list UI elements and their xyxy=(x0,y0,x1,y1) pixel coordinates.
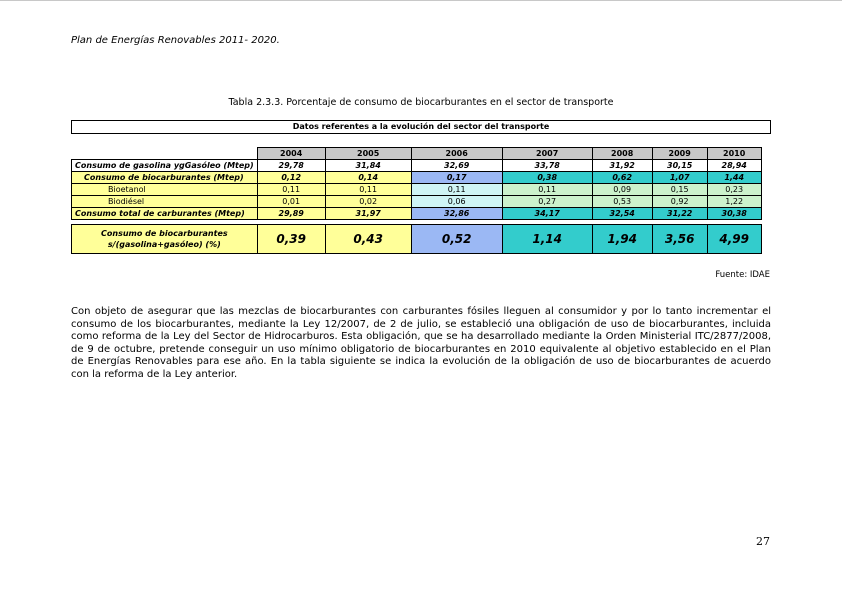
table-cell: 31,92 xyxy=(592,160,652,172)
summary-label-line2: s/(gasolina+gasóleo) (%) xyxy=(107,240,221,249)
table-cell: 32,54 xyxy=(592,208,652,220)
table-cell: 0,11 xyxy=(502,184,592,196)
table-cell: 0,11 xyxy=(325,184,411,196)
row-label: Consumo de gasolina ygGasóleo (Mtep) xyxy=(72,160,258,172)
table-cell: 31,22 xyxy=(652,208,707,220)
year-header: 2004 xyxy=(257,148,325,160)
year-header: 2010 xyxy=(707,148,761,160)
year-header: 2007 xyxy=(502,148,592,160)
table-cell: 1,07 xyxy=(652,172,707,184)
table-cell: 0,01 xyxy=(257,196,325,208)
table-cell: 28,94 xyxy=(707,160,761,172)
table-cell: 29,78 xyxy=(257,160,325,172)
table-title-box: Datos referentes a la evolución del sector del transporte xyxy=(71,120,771,134)
table-cell: 32,69 xyxy=(411,160,502,172)
table-header-row xyxy=(72,148,762,160)
table-cell: 31,97 xyxy=(325,208,411,220)
table-cell: 32,86 xyxy=(411,208,502,220)
header-corner xyxy=(72,148,258,160)
table-cell: 1,44 xyxy=(707,172,761,184)
summary-label xyxy=(72,225,258,254)
table-cell: 34,17 xyxy=(502,208,592,220)
summary-cell: 3,56 xyxy=(652,225,707,254)
summary-cell: 0,39 xyxy=(257,225,325,254)
top-border-line xyxy=(0,0,842,1)
table-cell: 0,38 xyxy=(502,172,592,184)
summary-cell: 4,99 xyxy=(707,225,761,254)
summary-cell: 0,43 xyxy=(325,225,411,254)
summary-cell: 0,52 xyxy=(411,225,502,254)
table-cell: 33,78 xyxy=(502,160,592,172)
summary-label-line1: Consumo de biocarburantes xyxy=(101,229,228,238)
year-header: 2008 xyxy=(592,148,652,160)
document-header: Plan de Energías Renovables 2011- 2020. xyxy=(71,35,280,46)
summary-cell: 1,94 xyxy=(592,225,652,254)
table-cell: 0,15 xyxy=(652,184,707,196)
table-cell: 0,92 xyxy=(652,196,707,208)
table-cell: 0,27 xyxy=(502,196,592,208)
table-row xyxy=(72,184,762,196)
table-row xyxy=(72,196,762,208)
table-cell: 31,84 xyxy=(325,160,411,172)
table-cell: 0,02 xyxy=(325,196,411,208)
table-row xyxy=(72,172,762,184)
table-caption: Tabla 2.3.3. Porcentaje de consumo de biocarburantes en el sector de transporte xyxy=(228,97,614,108)
row-label: Bioetanol xyxy=(72,184,258,196)
table-cell: 0,09 xyxy=(592,184,652,196)
table-cell: 0,62 xyxy=(592,172,652,184)
table-cell: 0,17 xyxy=(411,172,502,184)
row-label: Biodiésel xyxy=(72,196,258,208)
row-label: Consumo de biocarburantes (Mtep) xyxy=(72,172,258,184)
summary-row xyxy=(72,225,762,254)
page-number: 27 xyxy=(756,535,770,548)
table-cell: 0,12 xyxy=(257,172,325,184)
table-cell: 29,89 xyxy=(257,208,325,220)
year-header: 2006 xyxy=(411,148,502,160)
table-cell: 0,53 xyxy=(592,196,652,208)
table-cell: 30,38 xyxy=(707,208,761,220)
table-cell: 1,22 xyxy=(707,196,761,208)
table-cell: 0,11 xyxy=(411,184,502,196)
table-row xyxy=(72,208,762,220)
table-cell: 0,06 xyxy=(411,196,502,208)
year-header: 2005 xyxy=(325,148,411,160)
body-paragraph: Con objeto de asegurar que las mezclas de biocarburantes con carburantes fósiles lleguen al consumidor y por lo tanto incrementar el consumo de los biocarburantes, mediante la Ley 12/2007, de 2 de julio, se estableció una obligación de uso de biocarburantes, incluida como reforma de la Ley del Sector de Hidrocarburos. Esta obligación, que se ha desarrollado mediante la Orden Ministerial ITC/2877/2008, de 9 de octubre, pretende conseguir un uso mínimo obligatorio de biocarburantes en 2010 equivalente al objetivo establecido en el Plan de Energías Renovables para ese año. En la tabla siguiente se indica la evolución de la obligación de uso de biocarburantes de acuerdo con la reforma de la Ley anterior. xyxy=(71,306,771,380)
table-cell: 30,15 xyxy=(652,160,707,172)
summary-cell: 1,14 xyxy=(502,225,592,254)
table-cell: 0,14 xyxy=(325,172,411,184)
table-cell: 0,23 xyxy=(707,184,761,196)
row-label: Consumo total de carburantes (Mtep) xyxy=(72,208,258,220)
year-header: 2009 xyxy=(652,148,707,160)
table-cell: 0,11 xyxy=(257,184,325,196)
source-note: Fuente: IDAE xyxy=(715,270,770,280)
table-row xyxy=(72,160,762,172)
biofuel-table xyxy=(71,147,762,254)
